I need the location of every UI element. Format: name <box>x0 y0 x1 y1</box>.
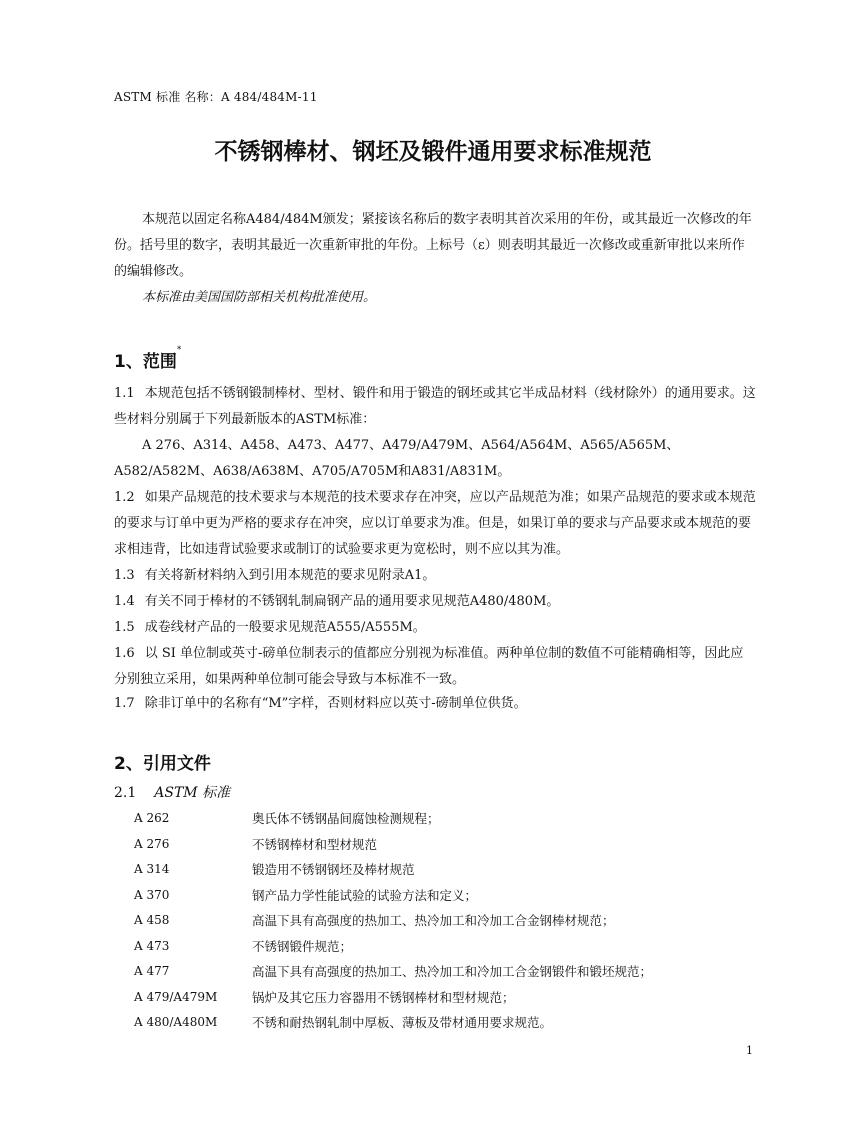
clause-text: 成卷线材产品的一般要求见规范A555/A555M。 <box>144 620 426 635</box>
clause-text: 除非订单中的名称有“M”字样，否则材料应以英寸-磅制单位供货。 <box>144 696 527 711</box>
subsection-number: 2.1 <box>114 785 137 801</box>
clause-text: 有关不同于棒材的不锈钢轧制扁钢产品的通用要求见规范A480/480M。 <box>144 594 560 609</box>
reference-item <box>134 985 734 1011</box>
reference-description: 钢产品力学性能试验的试验方法和定义； <box>252 887 478 903</box>
approval-note: 本标准由美国国防部相关机构批准使用。 <box>142 290 377 305</box>
reference-code: A 314 <box>134 862 170 876</box>
clause-1-4 <box>114 589 756 615</box>
clause-text: A 276、A314、A458、A473、A477、A479/A479M、A564/A564M、A565/A565M、A582/A582M、A638/A638M、A705/A705M和A831/A831M。 <box>114 438 680 479</box>
document-header: ASTM 标准 名称：A 484/484M-11 <box>114 90 318 104</box>
clause-number: 1.6 <box>114 646 135 661</box>
clause-text: 有关将新材料纳入到引用本规范的要求见附录A1。 <box>144 568 436 583</box>
reference-item <box>134 806 734 832</box>
reference-code: A 458 <box>134 913 170 927</box>
clause-number: 1.1 <box>114 386 135 401</box>
subsection-2-1 <box>114 782 230 802</box>
clause-number: 1.2 <box>114 490 135 505</box>
reference-item <box>134 832 734 858</box>
clause-1-6 <box>114 641 756 693</box>
footnote-mark: * <box>176 345 182 355</box>
clause-text: 如果产品规范的技术要求与本规范的技术要求存在冲突，应以产品规范为准；如果产品规范的要求或本规范的要求与订单中更为严格的要求存在冲突，应以订单要求为准。但是，如果订单的要求与产品要求或本规范的要求相违背，比如违背试验要求或制订的试验要求更为宽松时，则不应以其为准。 <box>114 490 756 557</box>
reference-code: A 370 <box>134 887 170 902</box>
intro-paragraph: 本规范以固定名称A484/484M颁发；紧接该名称后的数字表明其首次采用的年份，或其最近一次修改的年份。括号里的数字，表明其最近一次重新审批的年份。上标号（ε）则表明其最近一次修改或重新审批以来所作的编辑修改。 <box>114 212 752 279</box>
clause-number: 1.3 <box>114 568 135 583</box>
page-number: 1 <box>746 1044 753 1057</box>
reference-item <box>134 934 734 960</box>
reference-code: A 479/A479M <box>134 989 218 1004</box>
reference-code: A 276 <box>134 836 170 851</box>
reference-description: 高温下具有高强度的热加工、热冷加工和冷加工合金钢棒材规范； <box>252 913 615 928</box>
page-title: 不锈钢棒材、钢坯及锻件通用要求标准规范 <box>214 139 652 165</box>
reference-description: 锻造用不锈钢钢坯及棒材规范 <box>252 862 415 877</box>
reference-item <box>134 857 734 883</box>
clause-1-2 <box>114 485 756 563</box>
clause-1-5 <box>114 615 756 641</box>
section-1-heading-text: 1、范围 <box>114 352 177 372</box>
reference-code: A 477 <box>134 964 170 978</box>
reference-item <box>134 908 734 934</box>
subsection-label: ASTM 标准 <box>154 785 231 801</box>
clause-number: 1.7 <box>114 696 135 711</box>
reference-list <box>134 806 734 1036</box>
clause-text: 本规范包括不锈钢锻制棒材、型材、锻件和用于锻造的钢坯或其它半成品材料（线材除外）的通用要求。这些材料分别属于下列最新版本的ASTM标准： <box>114 386 756 427</box>
reference-description: 奥氏体不锈钢晶间腐蚀检测规程； <box>252 811 440 826</box>
reference-description: 不锈钢棒材和型材规范 <box>252 836 378 852</box>
reference-item <box>134 959 734 985</box>
clause-text: 以 SI 单位制或英寸-磅单位制表示的值都应分别视为标准值。两种单位制的数值不可能精确相等，因此应分别独立采用，如果两种单位制可能会导致与本标准不一致。 <box>114 646 744 687</box>
clause-1-7 <box>114 691 756 717</box>
clause-1-3 <box>114 563 756 589</box>
reference-description: 高温下具有高强度的热加工、热冷加工和冷加工合金钢锻件和锻坯规范； <box>252 964 653 979</box>
reference-item <box>134 1010 734 1036</box>
section-1-heading <box>114 347 181 372</box>
clause-number: 1.4 <box>114 594 135 609</box>
clause-1-1-list <box>114 433 756 485</box>
section-2-heading: 2、引用文件 <box>114 754 211 774</box>
clause-1-1 <box>114 381 756 433</box>
reference-code: A 262 <box>134 811 170 825</box>
clause-number: 1.5 <box>114 620 135 635</box>
reference-code: A 473 <box>134 938 170 953</box>
reference-description: 不锈钢锻件规范； <box>252 938 353 954</box>
reference-description: 锅炉及其它压力容器用不锈钢棒材和型材规范； <box>252 989 515 1005</box>
reference-description: 不锈和耐热钢轧制中厚板、薄板及带材通用要求规范。 <box>252 1015 553 1030</box>
reference-item <box>134 883 734 909</box>
reference-code: A 480/A480M <box>134 1015 218 1029</box>
